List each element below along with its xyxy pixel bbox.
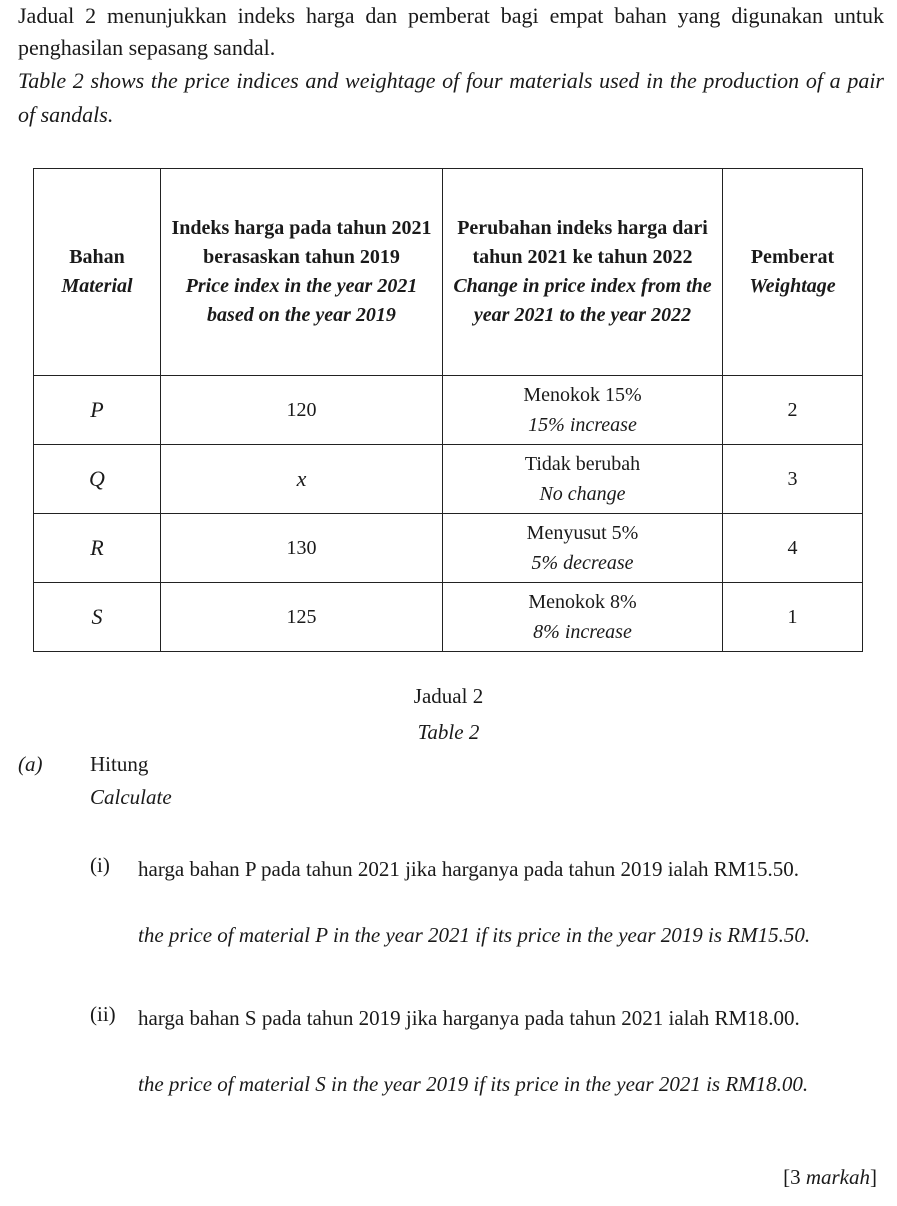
- cell-change-ms: Menokok 15%: [523, 384, 642, 406]
- header-material: [34, 169, 161, 376]
- cell-change: [443, 376, 723, 445]
- table-row: [34, 376, 863, 445]
- part-a-instruction-english: Calculate: [90, 785, 172, 809]
- header-price-index-en: Price index in the year 2021 based on the year 2019: [185, 275, 418, 326]
- cell-material: Q: [34, 445, 161, 514]
- intro-text-english: Table 2 shows the price indices and weightage of four materials used in the production of a pair of sandals.: [18, 68, 884, 127]
- table-caption-english: Table 2: [417, 720, 480, 744]
- cell-material: P: [34, 376, 161, 445]
- materials-table: [33, 168, 863, 652]
- question-number: (i): [90, 853, 110, 877]
- table-row: [34, 583, 863, 652]
- cell-price-index: x: [161, 445, 443, 514]
- header-weightage-en: Weightage: [749, 275, 836, 297]
- table-header-row: [34, 169, 863, 376]
- header-weightage: [723, 169, 863, 376]
- header-weightage-ms: Pemberat: [750, 246, 835, 268]
- intro-text-malay: Jadual 2 menunjukkan indeks harga dan pemberat bagi empat bahan yang digunakan untuk penghasilan sepasang sandal.: [18, 3, 884, 60]
- cell-change: [443, 445, 723, 514]
- marks-close: ]: [870, 1165, 877, 1189]
- cell-change-en: 5% decrease: [531, 552, 634, 574]
- cell-change-ms: Menokok 8%: [528, 591, 637, 613]
- cell-weightage: 3: [723, 445, 863, 514]
- header-change: [443, 169, 723, 376]
- cell-weightage: 4: [723, 514, 863, 583]
- cell-weightage: 1: [723, 583, 863, 652]
- cell-change: [443, 583, 723, 652]
- part-a-instruction-malay: Hitung: [90, 752, 149, 776]
- question-number: (ii): [90, 1002, 116, 1026]
- marks-open: [3: [783, 1165, 806, 1189]
- marks-label: [783, 1165, 877, 1190]
- table-row: [34, 445, 863, 514]
- cell-price-index: 120: [161, 376, 443, 445]
- part-a-label: (a): [18, 752, 43, 776]
- header-change-ms: Perubahan indeks harga dari tahun 2021 ke tahun 2022: [457, 217, 708, 268]
- cell-price-index: 130: [161, 514, 443, 583]
- cell-change: [443, 514, 723, 583]
- question-text-english: the price of material S in the year 2019 if its price in the year 2021 is RM18.00.: [138, 1072, 809, 1096]
- cell-change-ms: Tidak berubah: [524, 453, 641, 475]
- table-caption-malay: Jadual 2: [413, 684, 484, 708]
- cell-change-en: 15% increase: [528, 414, 637, 436]
- question-text-english: the price of material P in the year 2021 if its price in the year 2019 is RM15.50.: [138, 923, 811, 947]
- header-change-en: Change in price index from the year 2021 to the year 2022: [453, 275, 712, 326]
- question-text-malay: harga bahan S pada tahun 2019 jika harganya pada tahun 2021 ialah RM18.00.: [138, 1006, 800, 1030]
- header-material-ms: Bahan: [69, 246, 125, 268]
- header-price-index-ms: Indeks harga pada tahun 2021 berasaskan tahun 2019: [171, 217, 432, 268]
- cell-price-index: 125: [161, 583, 443, 652]
- question-text-malay: harga bahan P pada tahun 2021 jika harganya pada tahun 2019 ialah RM15.50.: [138, 857, 799, 881]
- cell-weightage: 2: [723, 376, 863, 445]
- cell-change-en: No change: [539, 483, 626, 505]
- cell-material: S: [34, 583, 161, 652]
- marks-word: markah: [805, 1165, 870, 1189]
- cell-change-ms: Menyusut 5%: [526, 522, 639, 544]
- cell-material: R: [34, 514, 161, 583]
- header-material-en: Material: [61, 275, 133, 297]
- header-price-index: [161, 169, 443, 376]
- cell-change-en: 8% increase: [533, 621, 632, 643]
- table-row: [34, 514, 863, 583]
